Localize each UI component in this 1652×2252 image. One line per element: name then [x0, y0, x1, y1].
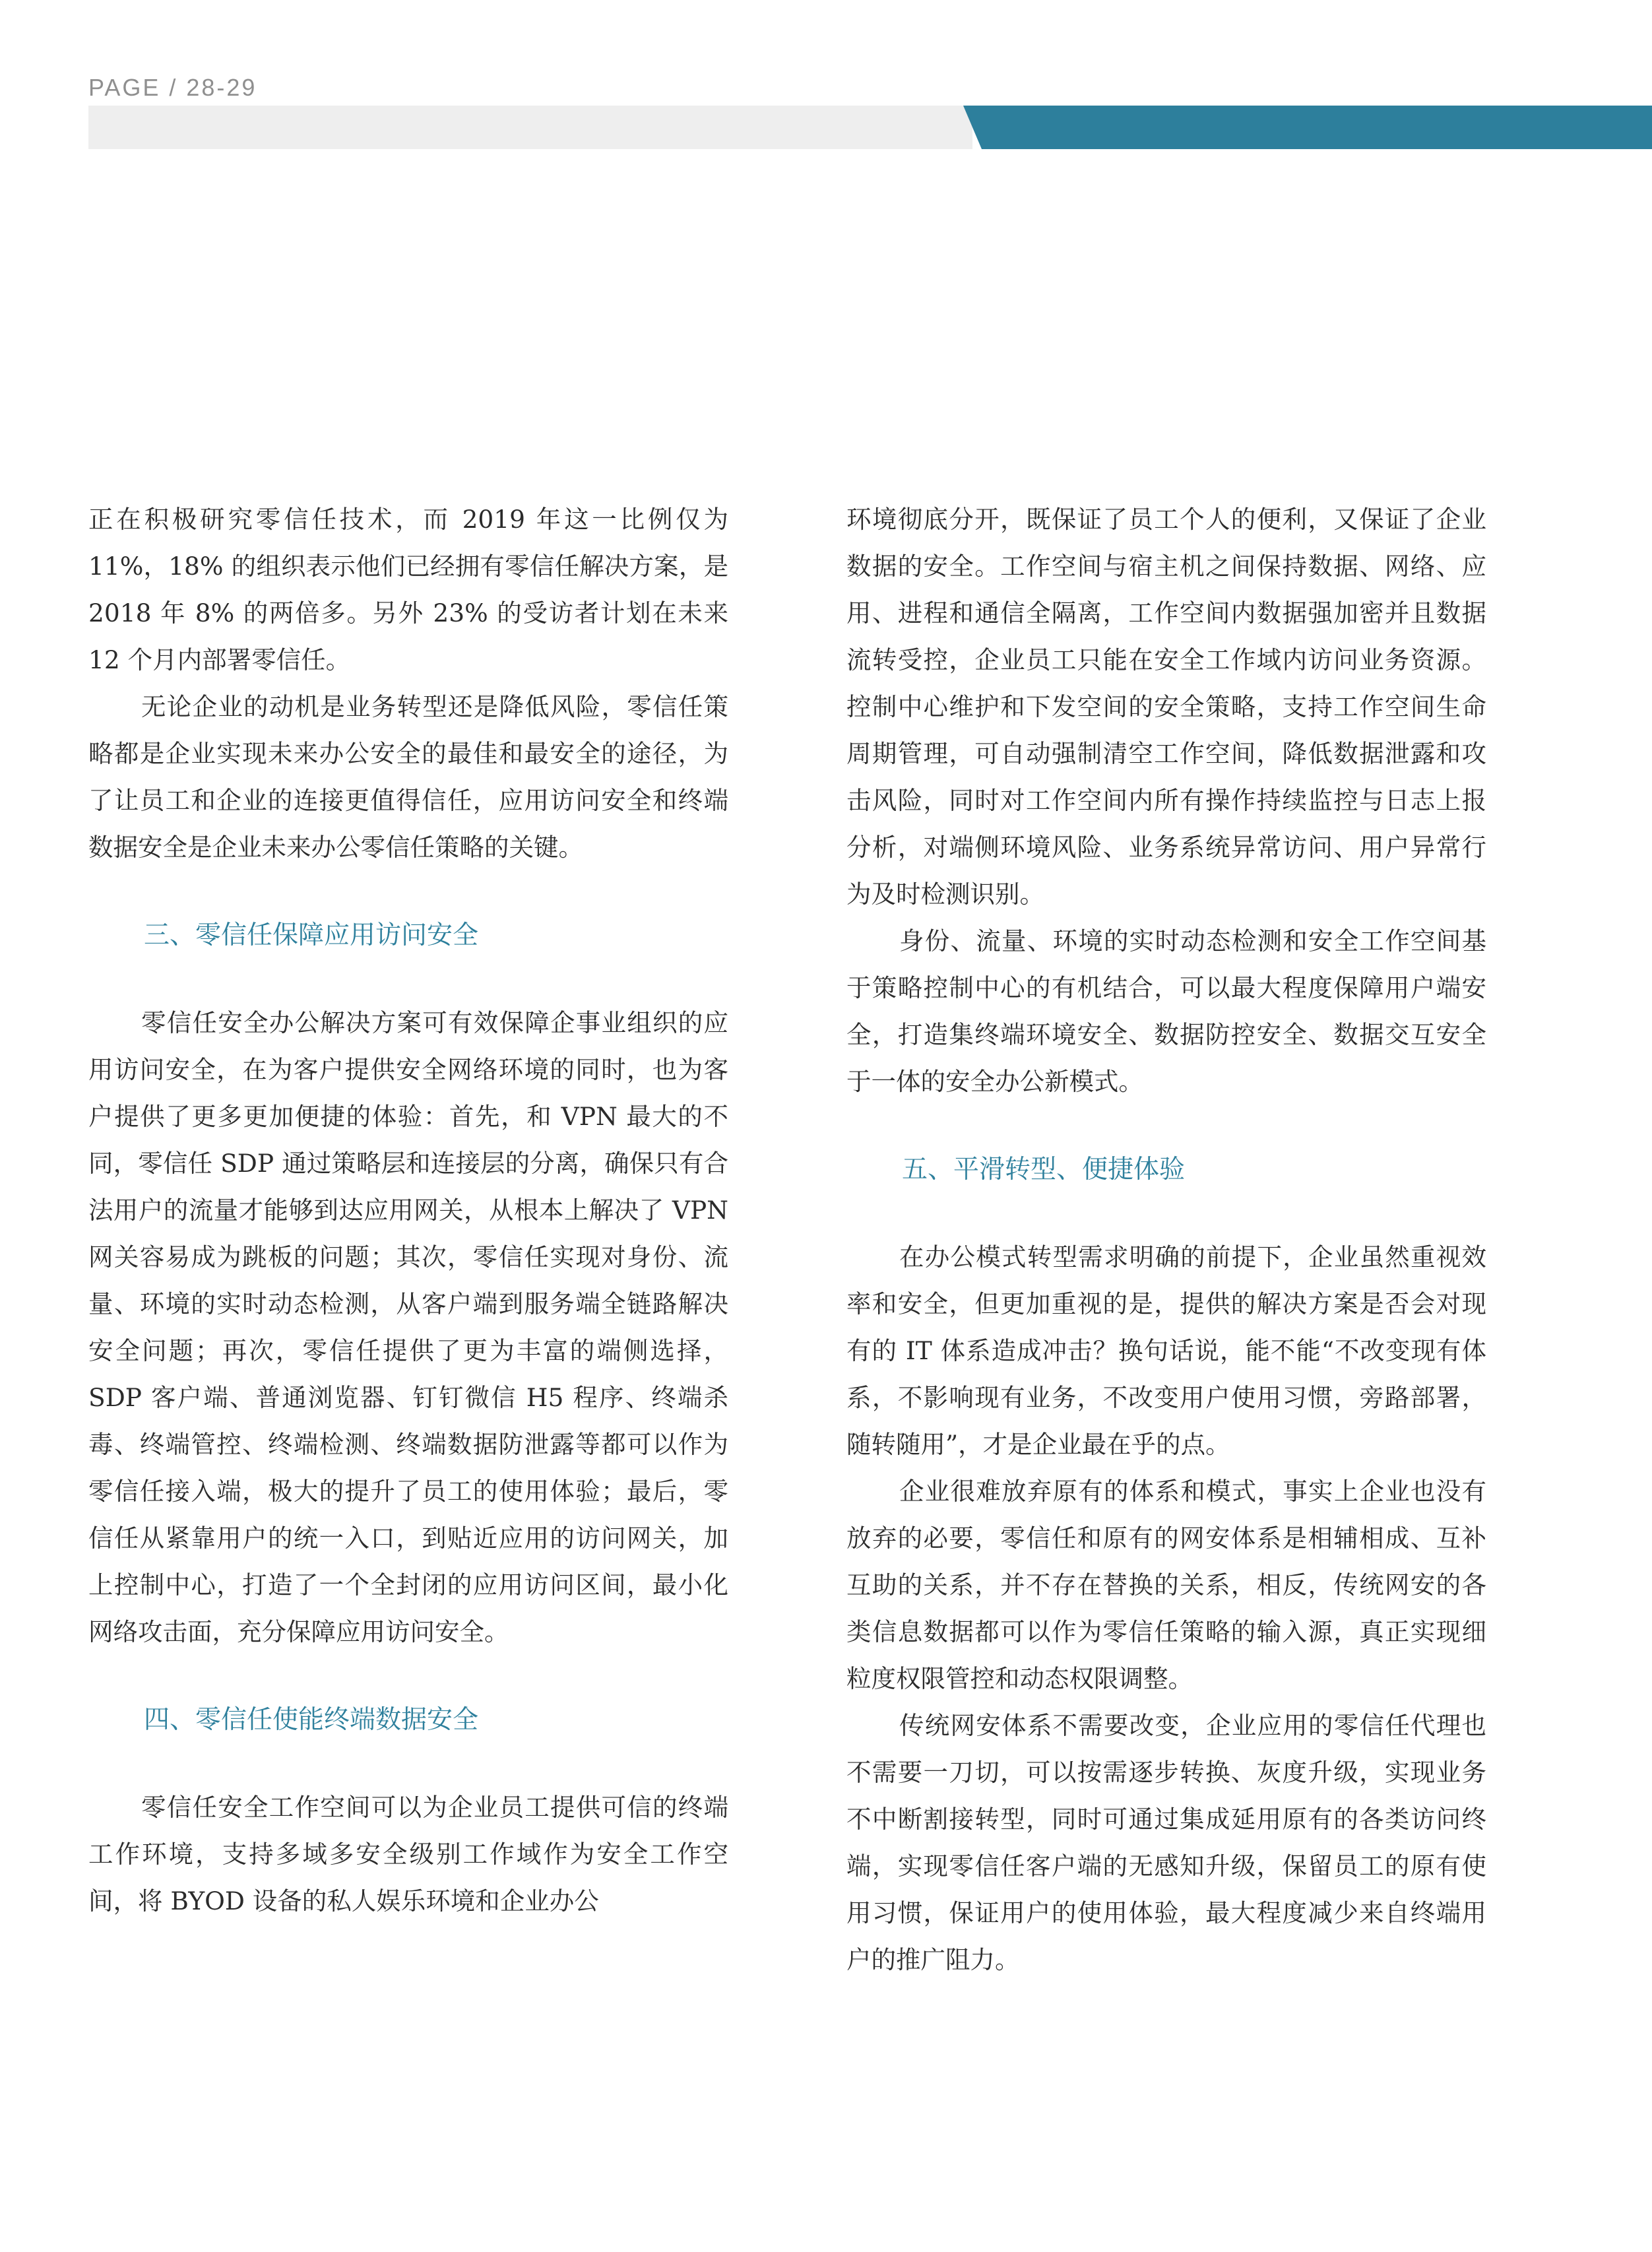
paragraph: 传统网安体系不需要改变，企业应用的零信任代理也不需要一刀切，可以按需逐步转换、灰度升级，实现业务不中断割接转型，同时可通过集成延用原有的各类访问终端，实现零信任客户端的无感知升级，保留员工的原有使用习惯，保证用户的使用体验，最大程度减少来自终端用户的推广阻力。: [846, 1711, 1486, 1974]
section-heading-4: 四、零信任使能终端数据安全: [144, 1705, 479, 1735]
header-gray-band: [88, 106, 972, 149]
journal-header-bar: [88, 106, 1652, 149]
journal-title: 投资视野 2023 年第 1 期（总第 3 期）: [913, 9, 1315, 34]
section-heading-5: 五、平滑转型、便捷体验: [902, 1155, 1186, 1184]
section-heading-3: 三、零信任保障应用访问安全: [144, 920, 479, 950]
header-teal-band: [963, 106, 1652, 149]
paragraph-continued: 环境彻底分开，既保证了员工个人的便利，又保证了企业数据的安全。工作空间与宿主机之间保持数据、网络、应用、进程和通信全隔离，工作空间内数据强加密并且数据流转受控，企业员工只能在安全工作域内访问业务资源。控制中心维护和下发空间的安全策略，支持工作空间生命周期管理，可自动强制清空工作空间，降低数据泄露和攻击风险，同时对工作空间内所有操作持续监控与日志上报分析，对端侧环境风险、业务系统异常访问、用户异常行为及时检测识别。: [846, 505, 1486, 909]
paragraph: 在办公模式转型需求明确的前提下，企业虽然重视效率和安全，但更加重视的是，提供的解决方案是否会对现有的 IT 体系造成冲击？换句话说，能不能“不改变现有体系，不影响现有业务，不改变用户使用习惯，旁路部署，随转随用”，才是企业最在乎的点。: [846, 1242, 1486, 1459]
paragraph: 零信任安全工作空间可以为企业员工提供可信的终端工作环境，支持多域多安全级别工作域作为安全工作空间，将 BYOD 设备的私人娱乐环境和企业办公: [88, 1793, 728, 1915]
paragraph: 零信任安全办公解决方案可有效保障企事业组织的应用访问安全，在为客户提供安全网络环境的同时，也为客户提供了更多更加便捷的体验：首先，和 VPN 最大的不同，零信任 SDP 通过策略层和连接层的分离，确保只有合法用户的流量才能够到达应用网关，从根本上解决了 VPN 网关容易成为跳板的问题；其次，零信任实现对身份、流量、环境的实时动态检测，从客户端到服务端全链路解决安全问题；再次，零信任提供了更为丰富的端侧选择，SDP 客户端、普通浏览器、钉钉微信 H5 程序、终端杀毒、终端管控、终端检测、终端数据防泄露等都可以作为零信任接入端，极大的提升了员工的使用体验；最后，零信任从紧靠用户的统一入口，到贴近应用的访问网关，加上控制中心，打造了一个全封闭的应用访问区间，最小化网络攻击面，充分保障应用访问安全。: [88, 1008, 728, 1646]
right-column: [846, 496, 1486, 1983]
paragraph: 无论企业的动机是业务转型还是降低风险，零信任策略都是企业实现未来办公安全的最佳和最安全的途径，为了让员工和企业的连接更值得信任，应用访问安全和终端数据安全是企业未来办公零信任策略的关键。: [88, 692, 728, 862]
left-column: [88, 496, 728, 1925]
paragraph: 身份、流量、环境的实时动态检测和安全工作空间基于策略控制中心的有机结合，可以最大程度保障用户端安全，打造集终端环境安全、数据防控安全、数据交互安全于一体的安全办公新模式。: [846, 926, 1486, 1096]
page-number-label: PAGE / 28-29: [88, 74, 257, 101]
paragraph-continued: 正在积极研究零信任技术，而 2019 年这一比例仅为 11%，18% 的组织表示他们已经拥有零信任解决方案，是 2018 年 8% 的两倍多。另外 23% 的受访者计划在未来 12 个月内部署零信任。: [88, 505, 728, 674]
paragraph: 企业很难放弃原有的体系和模式，事实上企业也没有放弃的必要，零信任和原有的网安体系是相辅相成、互补互助的关系，并不存在替换的关系，相反，传统网安的各类信息数据都可以作为零信任策略的输入源，真正实现细粒度权限管控和动态权限调整。: [846, 1477, 1486, 1693]
